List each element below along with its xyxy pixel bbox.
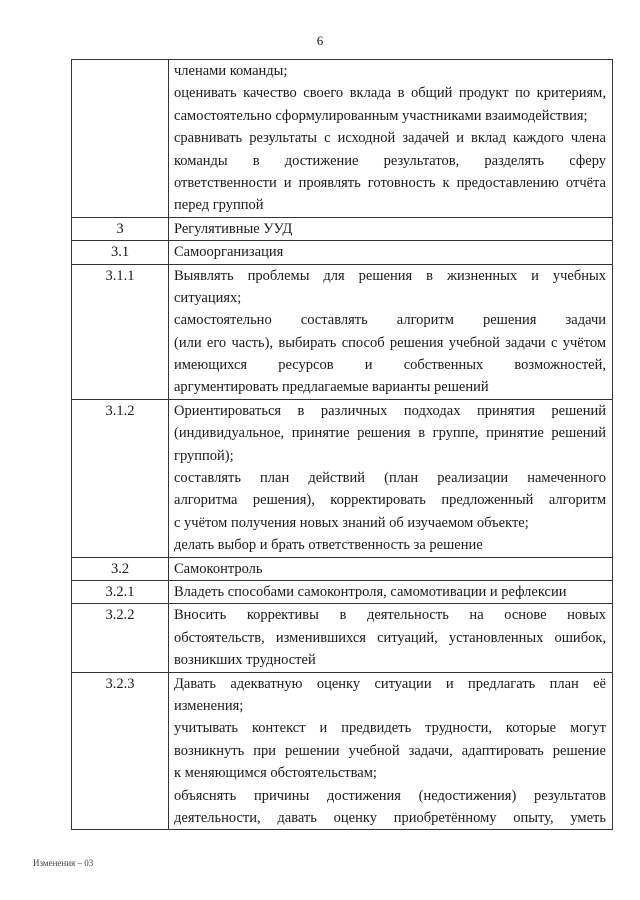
content-line: ситуациях; (174, 289, 242, 306)
content-line: Владеть способами самоконтроля, самомотивации и рефлексии (174, 583, 567, 600)
content-line: самостоятельно составлять алгоритм решения задачи (174, 312, 606, 329)
table-row (72, 672, 613, 830)
content-line: делать выбор и брать ответственность за решение (174, 537, 483, 554)
row-content-cell (169, 672, 613, 830)
table-row (72, 60, 613, 218)
content-line: объяснять причины достижения (недостижения) результатов (174, 787, 606, 804)
content-line: изменения; (174, 697, 244, 714)
content-line: перед группой (174, 197, 264, 214)
content-line: имеющихся ресурсов и собственных возможностей, (174, 357, 606, 374)
footer-revision: Изменения – 03 (33, 858, 94, 868)
content-line: алгоритма решения), корректировать предложенный алгоритм (174, 492, 606, 509)
competency-table (71, 59, 613, 830)
table-row (72, 241, 613, 264)
row-number-cell: 3 (72, 217, 169, 240)
content-line: аргументировать предлагаемые варианты решений (174, 379, 489, 396)
content-line: (индивидуальное, принятие решения в группе, принятие решений (174, 425, 606, 442)
content-line: членами команды; (174, 63, 288, 79)
content-line: к меняющимся обстоятельствам; (174, 765, 377, 782)
content-line: деятельности, давать оценку приобретённому опыту, уметь (174, 809, 606, 826)
content-line: учитывать контекст и предвидеть трудности, которые могут (174, 720, 606, 737)
row-content-cell (169, 580, 613, 603)
content-line: Самоорганизация (174, 244, 284, 261)
row-content-cell (169, 557, 613, 580)
page-number: 6 (316, 33, 324, 48)
content-line: Вносить коррективы в деятельность на основе новых (174, 607, 606, 624)
table-row (72, 264, 613, 399)
content-line: с учётом получения новых знаний об изучаемом объекте; (174, 514, 529, 531)
content-line: Выявлять проблемы для решения в жизненных и учебных (174, 267, 606, 284)
table-row (72, 217, 613, 240)
content-line: Регулятивные УУД (174, 220, 293, 237)
content-line: ответственности и проявлять готовность к предоставлению отчёта (174, 174, 606, 191)
row-content-cell (169, 399, 613, 557)
row-content-cell (169, 217, 613, 240)
row-number-cell (72, 60, 169, 218)
row-number-cell: 3.2 (72, 557, 169, 580)
row-number-cell: 3.1.2 (72, 399, 169, 557)
table-body (72, 60, 613, 830)
content-line: возникнуть при решении учебной задачи, адаптировать решение (174, 742, 606, 759)
row-content-cell (169, 604, 613, 672)
content-line: команды в достижение результатов, разделять сферу (174, 152, 606, 169)
table-row (72, 604, 613, 672)
content-line: составлять план действий (план реализации намеченного (174, 470, 606, 487)
row-number-cell: 3.1 (72, 241, 169, 264)
row-content-cell (169, 264, 613, 399)
content-line: оценивать качество своего вклада в общий продукт по критериям, (174, 85, 606, 102)
content-line: возникших трудностей (174, 652, 316, 669)
content-line: самостоятельно сформулированным участниками взаимодействия; (174, 107, 588, 124)
content-line: группой); (174, 447, 234, 464)
table-row (72, 399, 613, 557)
row-number-cell: 3.1.1 (72, 264, 169, 399)
content-line: Давать адекватную оценку ситуации и предлагать план её (174, 675, 606, 692)
row-number-cell: 3.2.3 (72, 672, 169, 830)
table-row (72, 580, 613, 603)
row-content-cell (169, 60, 613, 218)
content-line: сравнивать результаты с исходной задачей и вклад каждого члена (174, 130, 606, 147)
content-line: Ориентироваться в различных подходах принятия решений (174, 402, 606, 419)
row-content-cell (169, 241, 613, 264)
row-number-cell: 3.2.1 (72, 580, 169, 603)
content-line: обстоятельств, изменившихся ситуаций, установленных ошибок, (174, 629, 606, 646)
row-number-cell: 3.2.2 (72, 604, 169, 672)
content-line: (или его часть), выбирать способ решения учебной задачи с учётом (174, 334, 606, 351)
content-line: Самоконтроль (174, 560, 263, 577)
table-row (72, 557, 613, 580)
